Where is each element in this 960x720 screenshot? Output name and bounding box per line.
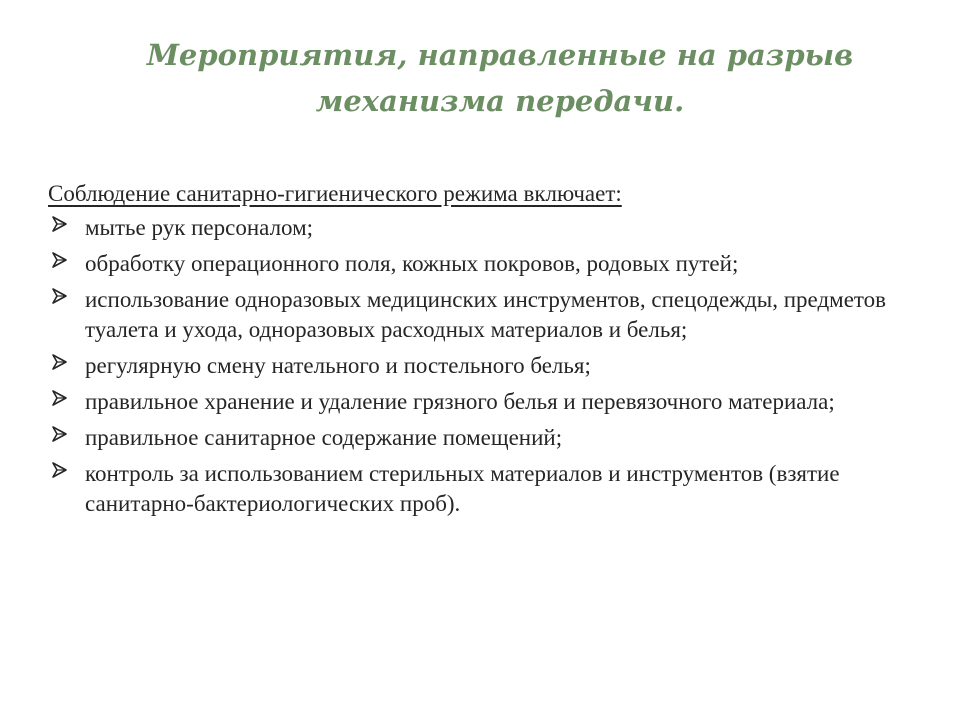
- list-item-text: контроль за использованием стерильных материалов и инструментов (взятие санитарно-бактериологических проб).: [85, 461, 840, 516]
- list-item-text: правильное санитарное содержание помещений;: [85, 425, 563, 450]
- list-item: [48, 249, 928, 279]
- arrow-bullet-icon: [50, 286, 70, 306]
- list-item-text: мытье рук персоналом;: [85, 215, 314, 240]
- arrow-bullet-icon: [50, 424, 70, 444]
- list-item: [48, 423, 928, 453]
- list-item-text: обработку операционного поля, кожных покровов, родовых путей;: [85, 251, 739, 276]
- bullet-list: [48, 213, 928, 519]
- list-item: [48, 459, 928, 519]
- intro-text: Соблюдение санитарно-гигиенического режима включает:: [48, 181, 622, 206]
- arrow-bullet-icon: [50, 214, 70, 234]
- arrow-bullet-icon: [50, 388, 70, 408]
- list-item: [48, 351, 928, 381]
- slide-body: [48, 179, 928, 525]
- arrow-bullet-icon: [50, 460, 70, 480]
- arrow-bullet-icon: [50, 352, 70, 372]
- title-line-2: механизма передачи.: [315, 84, 685, 118]
- list-item-text: использование одноразовых медицинских инструментов, спецодежды, предметов туалета и ухода, одноразовых расходных материалов и белья;: [85, 287, 887, 342]
- title-line-1: Мероприятия, направленные на разрыв: [146, 38, 854, 72]
- list-item: [48, 387, 928, 417]
- list-item-text: регулярную смену нательного и постельного белья;: [85, 353, 591, 378]
- slide-title: [100, 32, 900, 124]
- list-item: [48, 213, 928, 243]
- list-item: [48, 285, 928, 345]
- arrow-bullet-icon: [50, 250, 70, 270]
- list-item-text: правильное хранение и удаление грязного белья и перевязочного материала;: [85, 389, 835, 414]
